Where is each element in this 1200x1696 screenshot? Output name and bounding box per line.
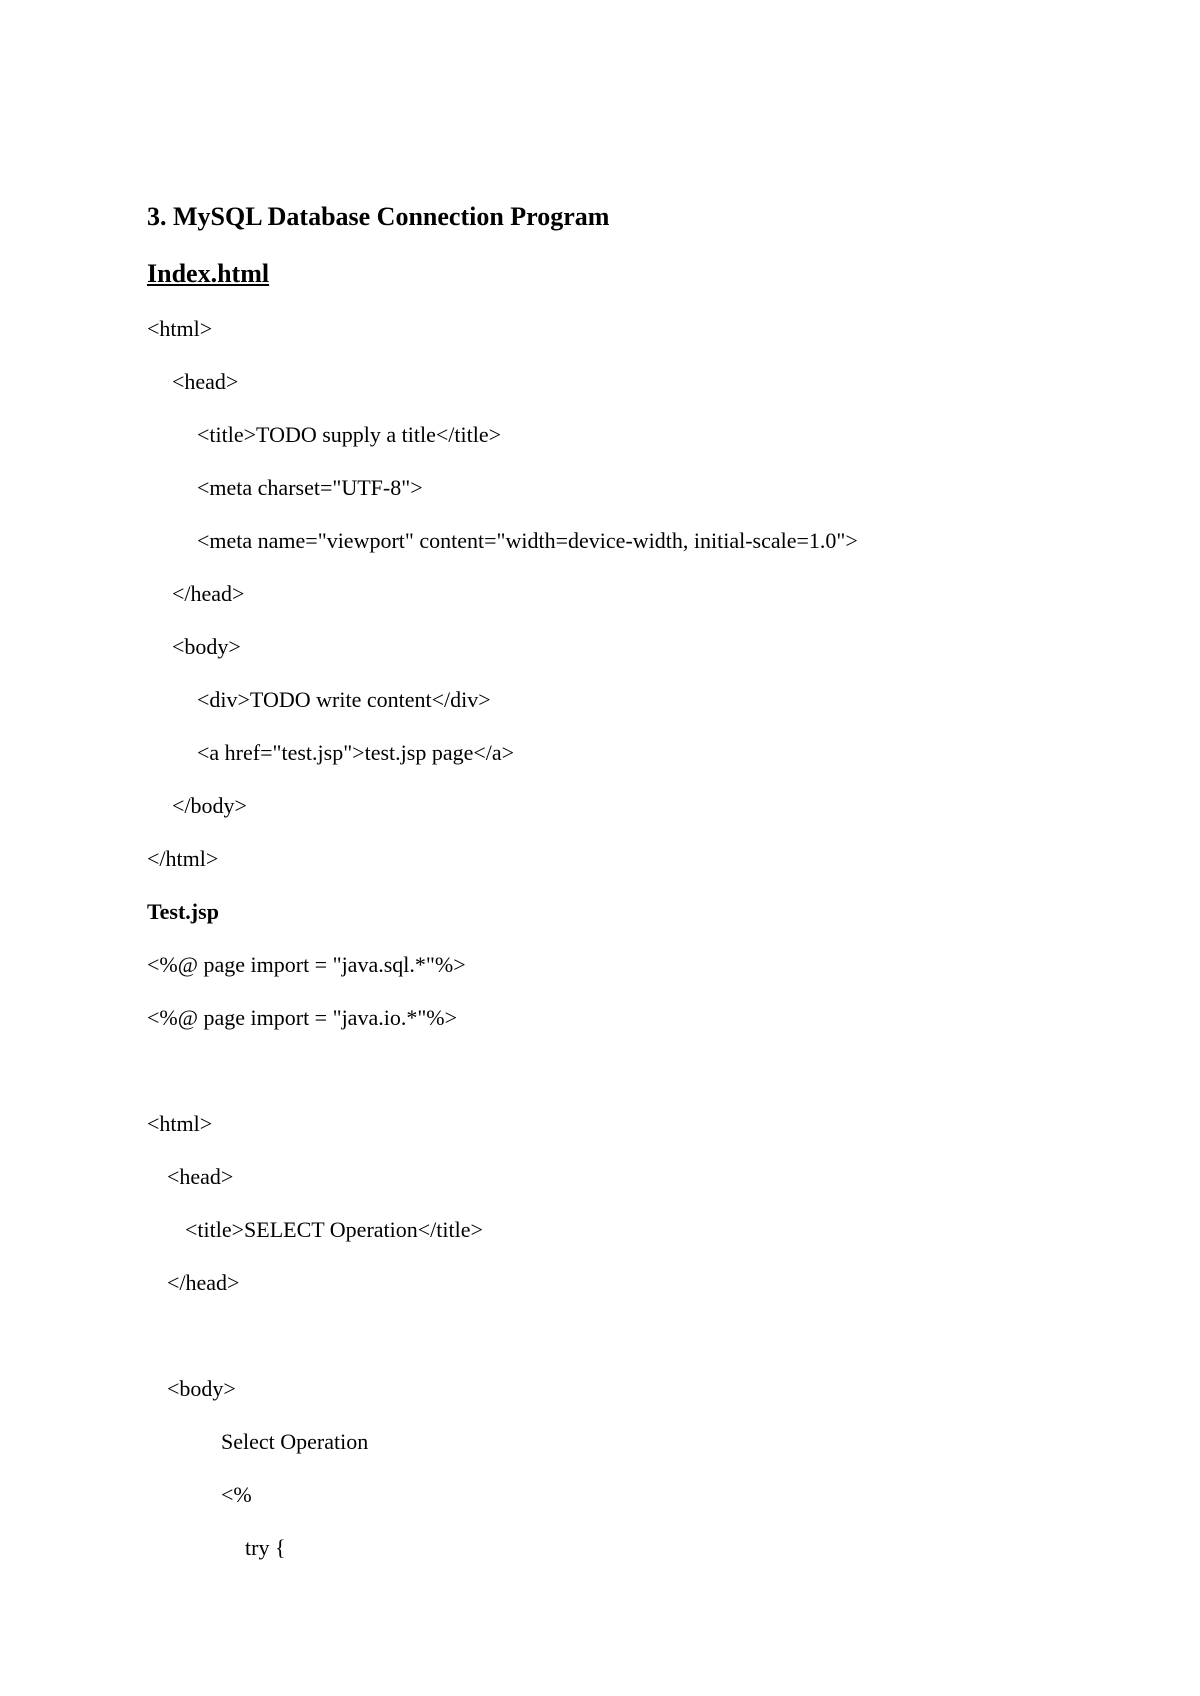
code-line: Select Operation	[221, 1429, 369, 1454]
code-line: <%@ page import = "java.sql.*"%>	[147, 952, 466, 977]
code-line: </head>	[167, 1270, 240, 1295]
code-line: <%@ page import = "java.io.*"%>	[147, 1005, 458, 1030]
code-line: <meta charset="UTF-8">	[197, 475, 423, 500]
code-line: <title>TODO supply a title</title>	[197, 422, 502, 447]
code-line: </html>	[147, 846, 219, 871]
code-line: </body>	[172, 793, 247, 818]
code-line: <%	[221, 1482, 252, 1507]
code-line: <body>	[167, 1376, 236, 1401]
code-line: <head>	[172, 369, 239, 394]
code-line: <meta name="viewport" content="width=device-width, initial-scale=1.0">	[197, 528, 858, 553]
code-line: <head>	[167, 1164, 234, 1189]
document-title: 3. MySQL Database Connection Program	[147, 202, 610, 231]
index-html-heading: Index.html	[147, 259, 270, 288]
code-line: <html>	[147, 1111, 213, 1136]
test-jsp-heading: Test.jsp	[147, 899, 219, 924]
code-line: </head>	[172, 581, 245, 606]
code-line: <div>TODO write content</div>	[197, 687, 491, 712]
code-line: <a href="test.jsp">test.jsp page</a>	[197, 740, 515, 765]
code-line: <title>SELECT Operation</title>	[185, 1217, 483, 1242]
code-line: try {	[245, 1535, 286, 1560]
code-line: <body>	[172, 634, 241, 659]
code-line: <html>	[147, 316, 213, 341]
